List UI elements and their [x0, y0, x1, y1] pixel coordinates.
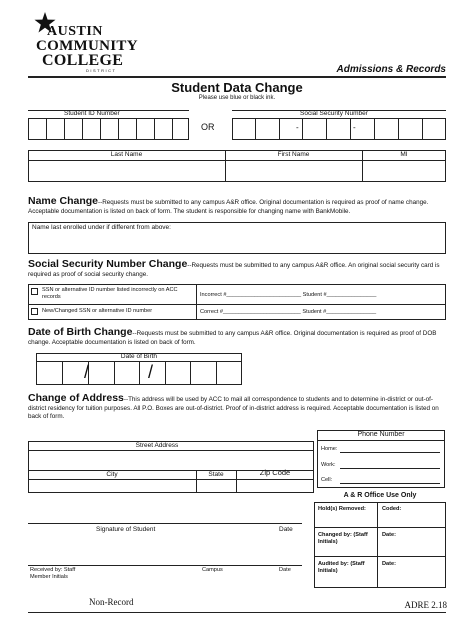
- signature-date-label: Date: [279, 526, 293, 533]
- changed-by-label: Changed by: (Staff Initials): [318, 532, 368, 545]
- first-name-input[interactable]: [226, 161, 361, 181]
- coded-label: Coded:: [382, 506, 402, 512]
- dob-slash-2: /: [148, 362, 154, 382]
- audited-by-label: Audited by: (Staff Initials): [318, 561, 365, 574]
- student-id-label: Student ID Number: [64, 110, 120, 117]
- logo-line-community: COMMUNITY: [36, 38, 138, 54]
- college-logo: [34, 12, 144, 74]
- logo-district: DISTRICT: [86, 68, 117, 73]
- ssn-dash-1: -: [296, 123, 299, 132]
- footer-non-record: Non-Record: [89, 597, 134, 607]
- option-new-checkbox[interactable]: [31, 308, 38, 315]
- first-name-label: First Name: [277, 151, 310, 158]
- phone-label: Phone Number: [357, 431, 405, 438]
- office-use-label: A & R Office Use Only: [343, 492, 417, 499]
- ssn-dash-2: -: [353, 123, 356, 132]
- state-label: State: [208, 471, 224, 478]
- holds-removed-label: Hold(s) Removed:: [318, 506, 366, 512]
- or-label: OR: [201, 122, 215, 132]
- ssn-change-heading: Social Security Number Change: [28, 258, 188, 270]
- ssn-change-desc: --Requests must be submitted to any campus A&R office. An original social security card is required as proof of social security change.: [28, 262, 440, 278]
- campus-label: Campus: [202, 567, 223, 573]
- signature-line[interactable]: [28, 523, 302, 524]
- address-change-section: [28, 394, 446, 422]
- dob-slash-1: /: [84, 362, 90, 382]
- work-phone-label: Work:: [321, 462, 336, 468]
- received-by-line[interactable]: [28, 565, 302, 566]
- correct-number-field[interactable]: Correct #_________________________ Student #________________: [200, 309, 377, 315]
- ssn-boxes[interactable]: [232, 118, 446, 140]
- student-id-boxes[interactable]: [28, 118, 189, 140]
- zip-input[interactable]: [237, 480, 313, 492]
- option-incorrect-checkbox[interactable]: [31, 288, 38, 295]
- form-title: Student Data Change: [171, 80, 303, 95]
- footer-form-code: ADRE 2.18: [404, 600, 447, 610]
- logo-line-austin: AUSTIN: [47, 24, 103, 39]
- street-label: Street Address: [135, 442, 179, 449]
- audited-date-label: Date:: [382, 561, 396, 567]
- dob-change-heading: Date of Birth Change: [28, 326, 133, 338]
- signature-label: Signature of Student: [96, 526, 156, 533]
- dob-label: Date of Birth: [120, 353, 158, 360]
- city-label: City: [106, 471, 118, 478]
- name-change-section: [28, 197, 446, 216]
- work-phone-input[interactable]: [340, 468, 440, 469]
- department-name: Admissions & Records: [336, 64, 446, 75]
- header-rule: [28, 76, 446, 78]
- city-input[interactable]: [29, 480, 195, 492]
- cell-phone-input[interactable]: [340, 483, 440, 484]
- cell-phone-label: Cell:: [321, 477, 333, 483]
- changed-date-label: Date:: [382, 532, 396, 538]
- home-phone-label: Home:: [321, 446, 338, 452]
- logo-line-college: COLLEGE: [42, 52, 124, 69]
- ssn-change-section: [28, 260, 446, 279]
- prior-name-label: Name last enrolled under if different from above:: [32, 224, 171, 231]
- received-date-label: Date: [279, 567, 291, 573]
- home-phone-input[interactable]: [340, 452, 440, 453]
- name-change-heading: Name Change: [28, 195, 99, 207]
- name-change-desc: --Requests must be submitted to any campus A&R office. Original documentation is required as proof of name change. Acceptable documentation is listed on back of form. The student is responsible for changing name with BankMobile.: [28, 199, 429, 215]
- option-new-label: New/Changed SSN or alternative ID number: [42, 308, 153, 314]
- dob-change-section: [28, 328, 446, 347]
- state-input[interactable]: [197, 480, 235, 492]
- mi-input[interactable]: [363, 161, 445, 181]
- option-incorrect-label: SSN or alternative ID number listed incorrectly on ACC records: [42, 287, 178, 300]
- dob-change-desc: --Requests must be submitted to any campus A&R office. Original documentation is required as proof of DOB change. Acceptable documentation is listed on back of form.: [28, 330, 437, 346]
- mi-label: MI: [400, 151, 408, 158]
- ssn-label: Social Security Number: [300, 110, 368, 117]
- address-change-heading: Change of Address: [28, 392, 124, 404]
- incorrect-number-field[interactable]: Incorrect #________________________ Student #________________: [200, 292, 377, 298]
- zip-label: Zip Code: [259, 468, 291, 477]
- street-input[interactable]: [29, 451, 313, 469]
- footer-rule: [28, 612, 446, 613]
- address-change-desc: --This address will be used by ACC to mail all correspondence to students and to determine in-district or out-of-district residency for tuition purposes. All P.O. Boxes are out-of-district. Proof of in-district address is required. Acceptable documentation is listed on back of form.: [28, 396, 439, 420]
- form-instruction: Please use blue or black ink.: [198, 95, 276, 101]
- last-name-label: Last Name: [110, 151, 143, 158]
- last-name-input[interactable]: [29, 161, 224, 181]
- received-by-label: Received by: Staff Member Initials: [30, 567, 76, 580]
